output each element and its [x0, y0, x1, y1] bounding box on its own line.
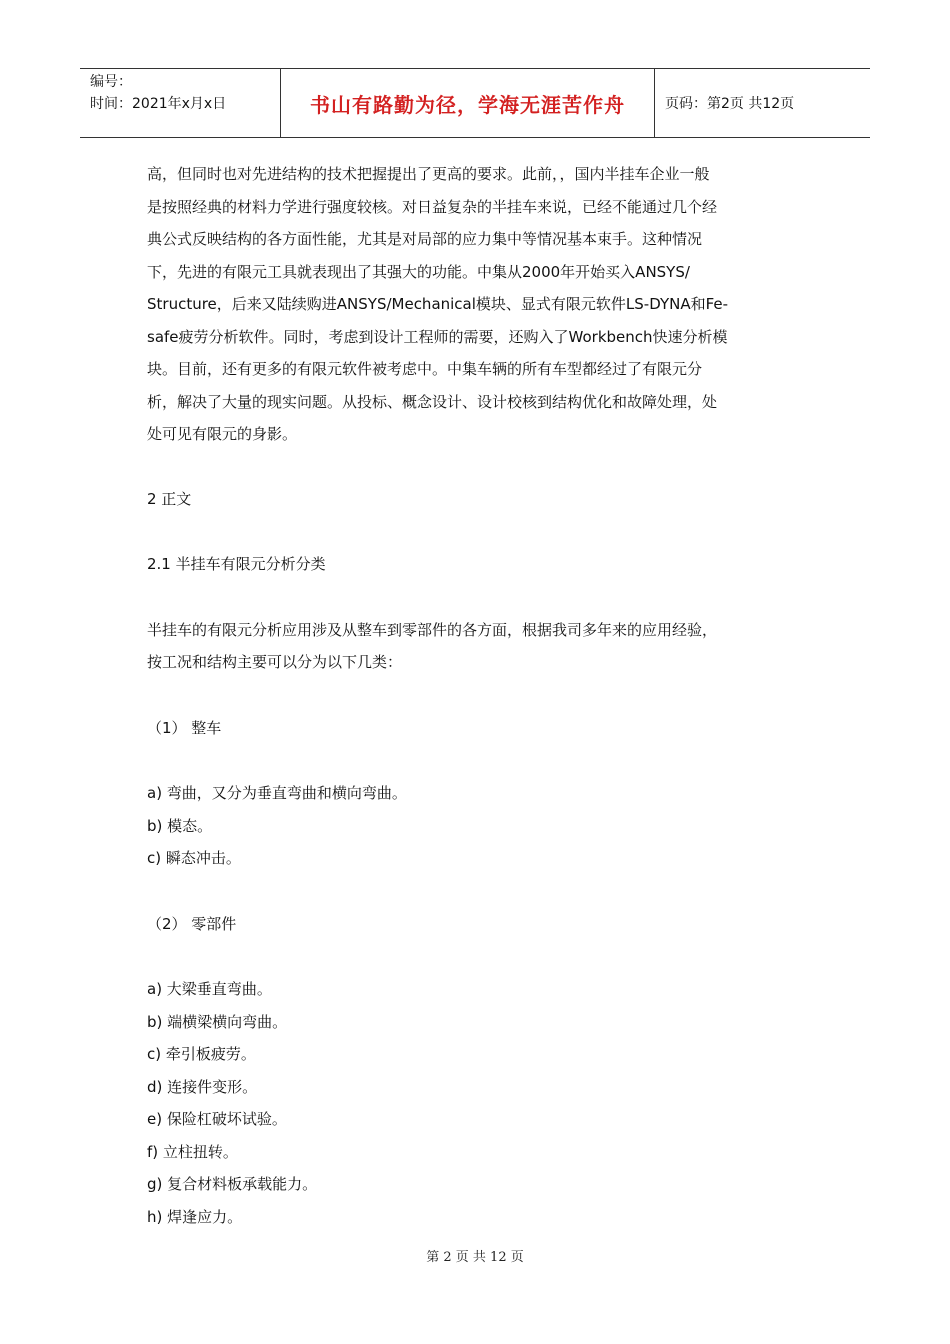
- group-heading-components: （2） 零部件: [147, 914, 237, 933]
- intro-paragraph: [147, 158, 797, 451]
- header-motto: 书山有路勤为径，学海无涯苦作舟: [310, 92, 625, 117]
- list-item: b) 端横梁横向弯曲。: [147, 1012, 288, 1031]
- header-meta: [80, 69, 281, 137]
- list-item: a) 大梁垂直弯曲。: [147, 980, 272, 998]
- section-title: 2 正文: [147, 489, 192, 508]
- text-line: 析，解决了大量的现实问题。从投标、概念设计、设计校核到结构优化和故障处理，处: [147, 392, 718, 411]
- list-item: f) 立柱扭转。: [147, 1142, 238, 1161]
- vehicle-list: [147, 777, 797, 875]
- text-line: 半挂车的有限元分析应用涉及从整车到零部件的各方面，根据我司多年来的应用经验，: [147, 620, 718, 639]
- page-header: [80, 68, 870, 138]
- list-item: e) 保险杠破坏试验。: [147, 1110, 287, 1128]
- document-date: 时间：2021年x月x日: [90, 96, 227, 112]
- list-item: d) 连接件变形。: [147, 1077, 258, 1096]
- text-line: safe疲劳分析软件。同时，考虑到设计工程师的需要，还购入了Workbench快速分析模: [147, 327, 728, 346]
- header-motto-cell: [281, 69, 655, 137]
- text-line: 下，先进的有限元工具就表现出了其强大的功能。中集从2000年开始买入ANSYS/: [147, 262, 690, 281]
- page-footer: 第 2 页 共 12 页: [426, 1250, 524, 1265]
- list-item: a) 弯曲，又分为垂直弯曲和横向弯曲。: [147, 784, 407, 802]
- list-item: h) 焊逢应力。: [147, 1207, 243, 1226]
- components-list: [147, 973, 797, 1233]
- classification-paragraph: [147, 614, 797, 679]
- document-number-label: 编号：: [90, 74, 132, 90]
- header-page-info: 页码：第2页 共12页: [665, 96, 795, 112]
- text-line: Structure，后来又陆续购进ANSYS/Mechanical模块、显式有限元软件LS-DYNA和Fe-: [147, 295, 729, 313]
- list-item: c) 瞬态冲击。: [147, 849, 241, 867]
- text-line: 按工况和结构主要可以分为以下几类：: [147, 653, 403, 671]
- text-line: 是按照经典的材料力学进行强度较核。对日益复杂的半挂车来说，已经不能通过几个经: [147, 197, 718, 216]
- list-item: b) 模态。: [147, 816, 213, 835]
- text-line: 典公式反映结构的各方面性能，尤其是对局部的应力集中等情况基本束手。这种情况: [147, 230, 703, 248]
- text-line: 高，但同时也对先进结构的技术把握提出了更高的要求。此前，，国内半挂车企业一般: [147, 165, 710, 183]
- group-heading-vehicle: （1） 整车: [147, 718, 222, 737]
- document-body: [147, 158, 797, 1233]
- list-item: c) 牵引板疲劳。: [147, 1045, 256, 1063]
- header-page-cell: [655, 69, 870, 137]
- list-item: g) 复合材料板承载能力。: [147, 1175, 318, 1193]
- text-line: 块。目前，还有更多的有限元软件被考虑中。中集车辆的所有车型都经过了有限元分: [147, 360, 703, 378]
- text-line: 处可见有限元的身影。: [147, 425, 298, 443]
- subsection-title: 2.1 半挂车有限元分析分类: [147, 555, 326, 573]
